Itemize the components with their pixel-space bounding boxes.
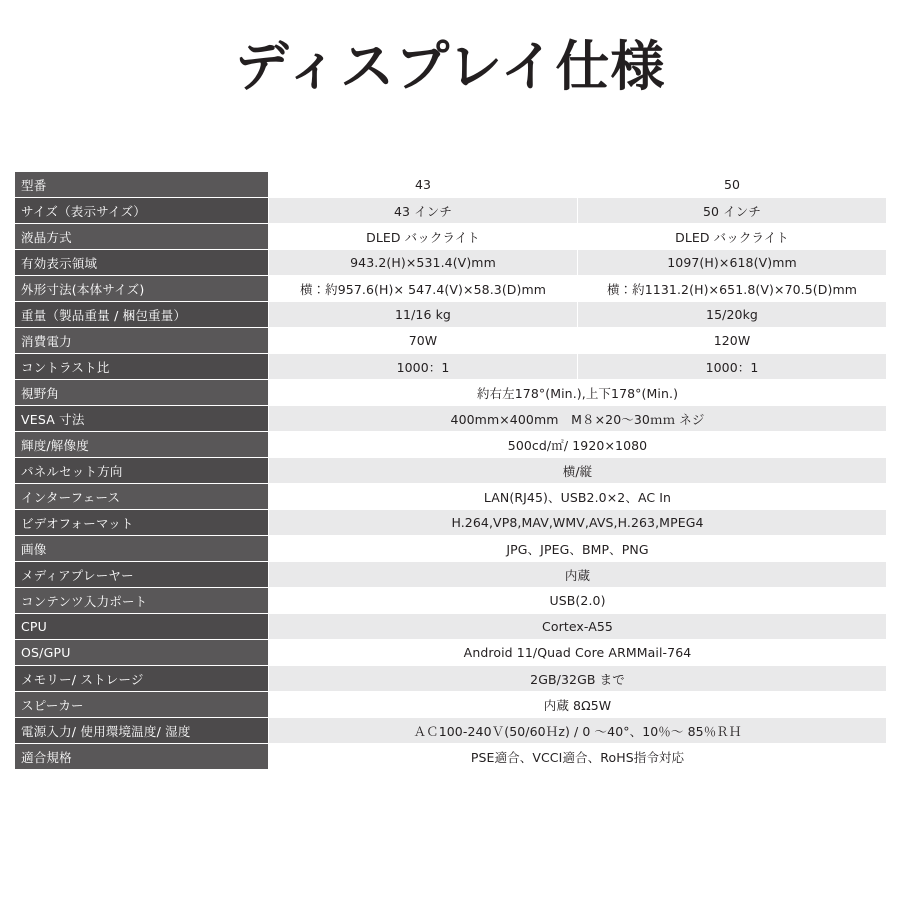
table-row (15, 484, 887, 510)
spec-label-cell: スピーカー (15, 692, 269, 718)
spec-label-cell: 視野角 (15, 380, 269, 406)
table-row (15, 562, 887, 588)
spec-label-cell: 電源入力/ 使用環境温度/ 湿度 (15, 718, 269, 744)
table-row (15, 380, 887, 406)
spec-label-cell: 適合規格 (15, 744, 269, 770)
spec-value-cell: PSE適合、VCCI適合、RoHS指令対応 (269, 744, 887, 770)
spec-value-cell-50: DLED バックライト (578, 224, 887, 250)
table-row (15, 354, 887, 380)
spec-value-cell: 内蔵 (269, 562, 887, 588)
table-row (15, 614, 887, 640)
spec-value-cell-50: 50 (578, 172, 887, 198)
spec-label-cell: 輝度/解像度 (15, 432, 269, 458)
table-row (15, 744, 887, 770)
spec-value-cell-50: 50 インチ (578, 198, 887, 224)
spec-value-cell-43: DLED バックライト (269, 224, 578, 250)
spec-value-cell: Cortex-A55 (269, 614, 887, 640)
spec-value-cell-50: 15/20kg (578, 302, 887, 328)
spec-table-body (15, 172, 887, 770)
spec-label-cell: 液晶方式 (15, 224, 269, 250)
table-row (15, 406, 887, 432)
table-row (15, 302, 887, 328)
table-row (15, 250, 887, 276)
table-row (15, 328, 887, 354)
table-row (15, 224, 887, 250)
spec-label-cell: メディアプレーヤー (15, 562, 269, 588)
spec-label-cell: サイズ（表示サイズ） (15, 198, 269, 224)
table-row (15, 640, 887, 666)
spec-value-cell: H.264,VP8,MAV,WMV,AVS,H.263,MPEG4 (269, 510, 887, 536)
spec-value-cell-43: 43 インチ (269, 198, 578, 224)
spec-value-cell-50: 1000：1 (578, 354, 887, 380)
spec-value-cell: 500cd/㎡/ 1920×1080 (269, 432, 887, 458)
table-row (15, 458, 887, 484)
spec-value-cell-43: 43 (269, 172, 578, 198)
table-row (15, 198, 887, 224)
spec-value-cell-43: 1000：1 (269, 354, 578, 380)
spec-table-container (14, 171, 886, 770)
page-title: ディスプレイ仕様 (234, 35, 666, 98)
spec-value-cell-43: 70W (269, 328, 578, 354)
spec-label-cell: VESA 寸法 (15, 406, 269, 432)
spec-value-cell: 400mm×400mm M８×20〜30ｍｍ ネジ (269, 406, 887, 432)
spec-label-cell: 有効表示領域 (15, 250, 269, 276)
table-row (15, 692, 887, 718)
spec-label-cell: ビデオフォーマット (15, 510, 269, 536)
spec-value-cell-43: 横：約957.6(H)× 547.4(V)×58.3(D)mm (269, 276, 578, 302)
table-row (15, 432, 887, 458)
table-row (15, 588, 887, 614)
spec-value-cell: LAN(RJ45)、USB2.0×2、AC In (269, 484, 887, 510)
spec-value-cell: 内蔵 8Ω5W (269, 692, 887, 718)
spec-label-cell: CPU (15, 614, 269, 640)
spec-value-cell: 約右左178°(Min.),上下178°(Min.) (269, 380, 887, 406)
table-row (15, 276, 887, 302)
spec-value-cell-43: 11/16 kg (269, 302, 578, 328)
spec-value-cell-50: 1097(H)×618(V)mm (578, 250, 887, 276)
spec-label-cell: コンテンツ入力ポート (15, 588, 269, 614)
spec-label-cell: 重量（製品重量 / 梱包重量） (15, 302, 269, 328)
spec-value-cell: 2GB/32GB まで (269, 666, 887, 692)
table-row (15, 172, 887, 198)
spec-label-cell: インターフェース (15, 484, 269, 510)
table-row (15, 718, 887, 744)
spec-label-cell: 型番 (15, 172, 269, 198)
spec-value-cell: JPG、JPEG、BMP、PNG (269, 536, 887, 562)
spec-value-cell: ＡＣ100-240Ｖ(50/60Ｈz) / 0 〜40°、10％〜 85％ＲＨ (269, 718, 887, 744)
spec-value-cell-50: 120W (578, 328, 887, 354)
spec-value-cell: Android 11/Quad Core ARMMail-764 (269, 640, 887, 666)
display-spec-table (14, 171, 887, 770)
spec-label-cell: パネルセット方向 (15, 458, 269, 484)
table-row (15, 510, 887, 536)
spec-label-cell: 消費電力 (15, 328, 269, 354)
spec-value-cell: 横/縦 (269, 458, 887, 484)
spec-label-cell: 画像 (15, 536, 269, 562)
spec-label-cell: OS/GPU (15, 640, 269, 666)
spec-label-cell: コントラスト比 (15, 354, 269, 380)
spec-value-cell: USB(2.0) (269, 588, 887, 614)
spec-value-cell-50: 横：約1131.2(H)×651.8(V)×70.5(D)mm (578, 276, 887, 302)
table-row (15, 536, 887, 562)
spec-label-cell: 外形寸法(本体サイズ) (15, 276, 269, 302)
spec-value-cell-43: 943.2(H)×531.4(V)mm (269, 250, 578, 276)
table-row (15, 666, 887, 692)
spec-label-cell: メモリー/ ストレージ (15, 666, 269, 692)
